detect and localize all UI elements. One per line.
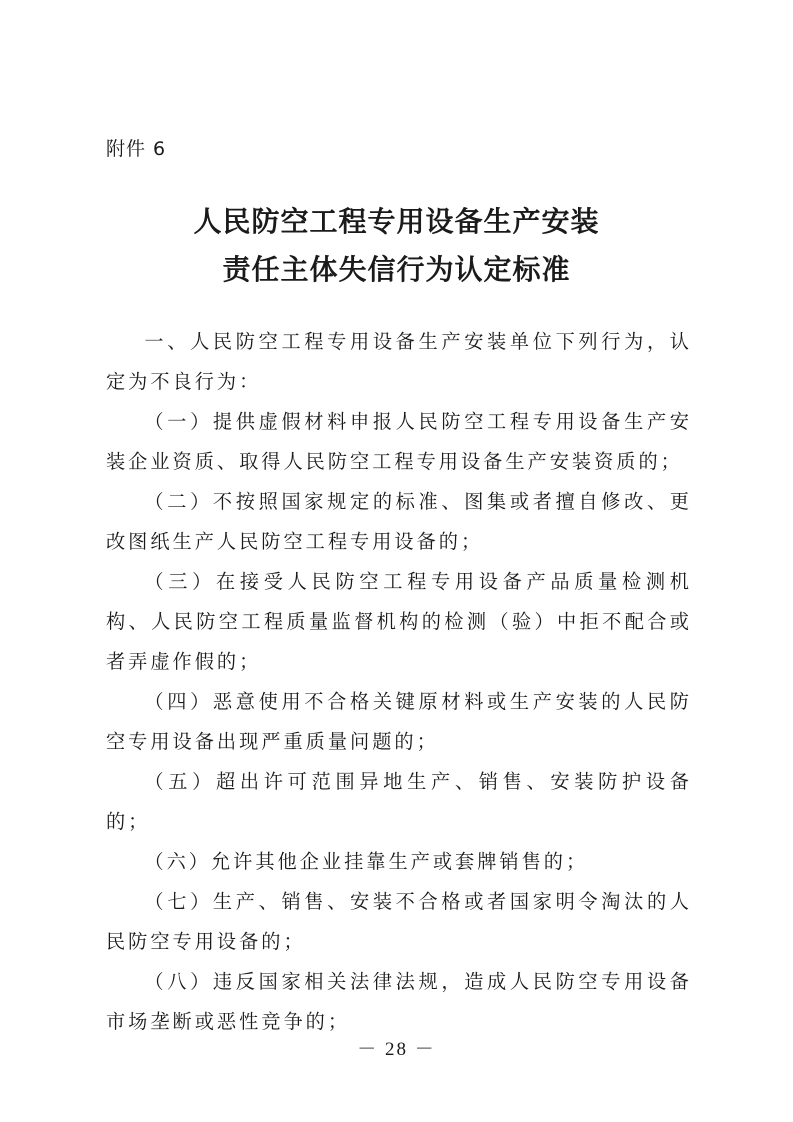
document-title-line-2: 责任主体失信行为认定标准 (222, 253, 571, 286)
paragraph-item-7: （七）生产、销售、安装不合格或者国家明令淘汰的人民防空专用设备的； (106, 890, 692, 953)
paragraph-item-1: （一）提供虚假材料申报人民防空工程专用设备生产安装企业资质、取得人民防空工程专用设备生产安装资质的； (106, 410, 692, 473)
paragraph-item-2: （二）不按照国家规定的标准、图集或者擅自修改、更改图纸生产人民防空工程专用设备的； (106, 490, 692, 553)
paragraph-item-4: （四）恶意使用不合格关键原材料或生产安装的人民防空专用设备出现严重质量问题的； (106, 690, 692, 753)
paragraph-item-5: （五）超出许可范围异地生产、销售、安装防护设备的； (106, 770, 692, 833)
paragraph-item-3: （三）在接受人民防空工程专用设备产品质量检测机构、人民防空工程质量监督机构的检测（验）中拒不配合或者弄虚作假的； (106, 570, 692, 673)
paragraph-item-6: （六）允许其他企业挂靠生产或套牌销售的； (144, 850, 589, 873)
attachment-label: 附件 6 (106, 138, 167, 160)
page-number: － 28 － (357, 1039, 436, 1060)
paragraph-intro: 一、人民防空工程专用设备生产安装单位下列行为，认定为不良行为： (106, 330, 692, 393)
document-body (106, 322, 692, 1042)
document-title-line-1: 人民防空工程专用设备生产安装 (193, 205, 600, 238)
paragraph-item-8: （八）违反国家相关法律法规，造成人民防空专用设备市场垄断或恶性竞争的； (106, 970, 692, 1033)
